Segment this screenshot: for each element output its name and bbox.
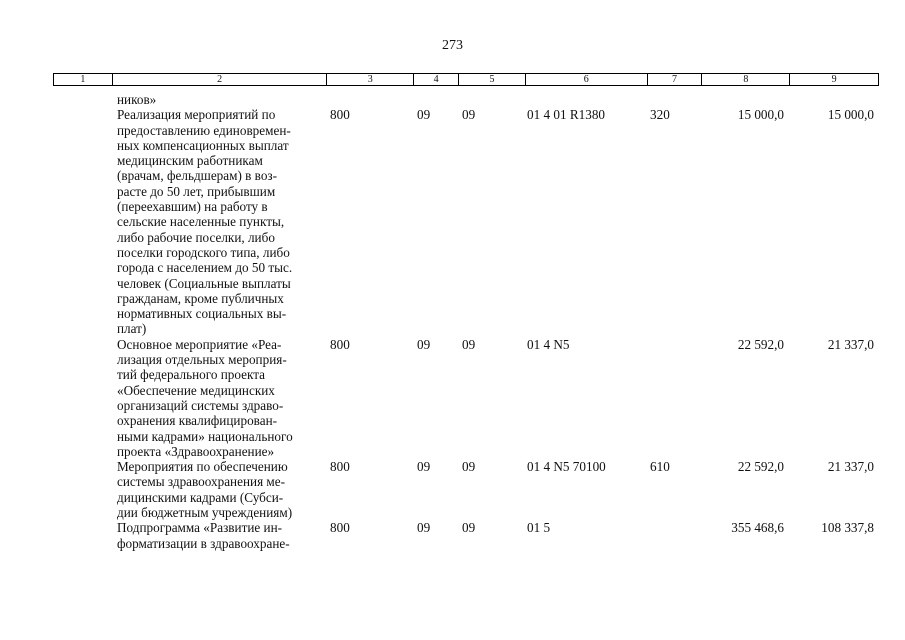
description-line: медицинским работникам [117, 153, 263, 169]
description-line: города с населением до 50 тыс. [117, 260, 293, 276]
description-line: дии бюджетным учреждениям) [117, 505, 293, 521]
description-cell [117, 107, 292, 336]
amount-cell: 15 000,0 [827, 107, 874, 123]
amount-cell: 108 337,8 [821, 520, 874, 536]
description-line: сельские населенные пункты, [117, 214, 285, 230]
description-line: человек (Социальные выплаты [117, 275, 291, 291]
description-line: нормативных социальных вы- [117, 306, 287, 322]
description-line: форматизации в здравоохране- [117, 535, 290, 551]
description-line: либо рабочие поселки, либо [117, 229, 275, 245]
description-line: (врачам, фельдшерам) в воз- [117, 168, 278, 184]
target-article-cell: 01 4 N5 [527, 336, 570, 352]
amount-cell: 15 000,0 [737, 107, 784, 123]
description-line: поселки городского типа, либо [117, 244, 290, 260]
description-line: Реализация мероприятий по [117, 107, 276, 123]
description-line: плат) [117, 321, 147, 337]
target-article-cell: 01 5 [527, 520, 551, 536]
description-line: ников» [117, 92, 157, 107]
description-cell [117, 92, 156, 107]
description-line: системы здравоохранения ме- [117, 474, 286, 490]
amount-cell: 21 337,0 [827, 336, 874, 352]
column-header: 4 [414, 74, 459, 85]
description-line: проекта «Здравоохранение» [117, 443, 275, 459]
column-header: 2 [113, 74, 327, 85]
expense-type-cell: 320 [650, 107, 670, 123]
amount-cell: 355 468,6 [731, 520, 784, 536]
subsection-cell: 09 [462, 107, 476, 123]
expense-type-cell: 610 [650, 459, 670, 475]
description-line: ных компенсационных выплат [117, 137, 289, 153]
description-line: (переехавшим) на работу в [117, 199, 268, 215]
description-line: тий федерального проекта [117, 367, 266, 383]
section-cell: 09 [417, 520, 431, 536]
column-header: 9 [831, 74, 837, 85]
table-header-row [53, 73, 879, 86]
code-cell: 800 [330, 336, 350, 352]
code-cell: 800 [330, 107, 350, 123]
column-header: 8 [702, 74, 790, 85]
description-cell [117, 459, 292, 520]
description-line: расте до 50 лет, прибывшим [117, 183, 276, 199]
description-line: ными кадрами» национального [117, 428, 293, 444]
section-cell: 09 [417, 336, 431, 352]
code-cell: 800 [330, 520, 350, 536]
code-cell: 800 [330, 459, 350, 475]
description-line: дицинскими кадрами (Субси- [117, 489, 284, 505]
description-line: организаций системы здраво- [117, 397, 284, 413]
subsection-cell: 09 [462, 336, 476, 352]
section-cell: 09 [417, 107, 431, 123]
column-header: 3 [327, 74, 414, 85]
page-number: 273 [442, 38, 463, 53]
description-line: Мероприятия по обеспечению [117, 459, 288, 475]
description-line: охранения квалифицирован- [117, 413, 278, 429]
column-header: 6 [526, 74, 648, 85]
amount-cell: 22 592,0 [737, 336, 784, 352]
description-line: гражданам, кроме публичных [117, 290, 284, 306]
section-cell: 09 [417, 459, 431, 475]
column-header: 5 [459, 74, 526, 85]
target-article-cell: 01 4 01 R1380 [527, 107, 606, 123]
description-line: Подпрограмма «Развитие ин- [117, 520, 283, 536]
description-line: «Обеспечение медицинских [117, 382, 275, 398]
target-article-cell: 01 4 N5 70100 [527, 459, 606, 475]
description-cell [117, 337, 293, 459]
amount-cell: 22 592,0 [737, 459, 784, 475]
description-cell [117, 520, 290, 551]
column-header: 7 [648, 74, 703, 85]
amount-cell: 21 337,0 [827, 459, 874, 475]
column-header: 1 [54, 74, 113, 85]
subsection-cell: 09 [462, 459, 476, 475]
description-line: лизация отдельных мероприя- [117, 352, 287, 368]
description-line: предоставлению единовремен- [117, 122, 291, 138]
description-line: Основное мероприятие «Реа- [117, 336, 282, 352]
subsection-cell: 09 [462, 520, 476, 536]
